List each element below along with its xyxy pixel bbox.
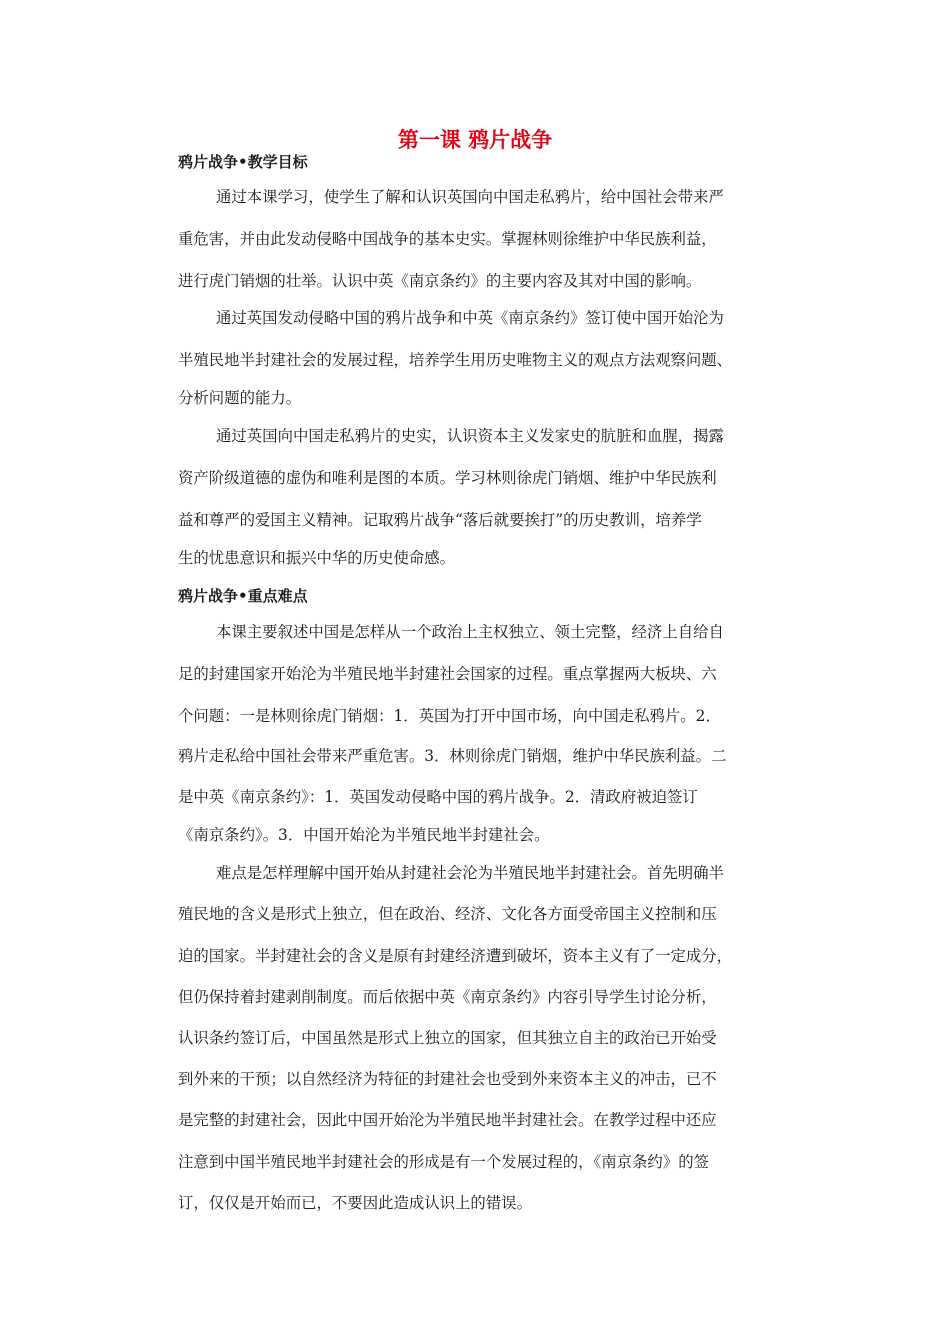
paragraph-line: 《南京条约》。3．中国开始沦为半殖民地半封建社会。: [178, 826, 550, 844]
lesson-title: 第一课 鸦片战争: [397, 128, 553, 152]
paragraph-line: 通过本课学习，使学生了解和认识英国向中国走私鸦片，给中国社会带来严: [216, 188, 724, 206]
paragraph-line: 半殖民地半封建社会的发展过程，培养学生用历史唯物主义的观点方法观察问题、: [178, 351, 733, 369]
paragraph-line: 迫的国家。半封建社会的含义是原有封建经济遭到破坏，资本主义有了一定成分，: [178, 947, 733, 965]
paragraph-line: 到外来的干预；以自然经济为特征的封建社会也受到外来资本主义的冲击，已不: [178, 1070, 717, 1088]
paragraph-line: 通过英国向中国走私鸦片的史实，认识资本主义发家史的肮脏和血腥，揭露: [216, 427, 724, 445]
paragraph-line: 资产阶级道德的虚伪和唯利是图的本质。学习林则徐虎门销烟、维护中华民族利: [178, 469, 717, 487]
paragraph-line: 殖民地的含义是形式上独立，但在政治、经济、文化各方面受帝国主义控制和压: [178, 905, 717, 923]
paragraph-line: 通过英国发动侵略中国的鸦片战争和中英《南京条约》签订使中国开始沦为: [216, 309, 724, 327]
paragraph-line: 个问题：一是林则徐虎门销烟：1．英国为打开中国市场，向中国走私鸦片。2．: [178, 707, 721, 725]
paragraph-line: 难点是怎样理解中国开始从封建社会沦为半殖民地半封建社会。首先明确半: [216, 864, 724, 882]
section-heading: 鸦片战争•教学目标: [178, 153, 308, 171]
paragraph-line: 本课主要叙述中国是怎样从一个政治上主权独立、领土完整，经济上自给自: [216, 623, 724, 641]
section-heading: 鸦片战争•重点难点: [178, 587, 308, 605]
paragraph-line: 但仍保持着封建剥削制度。而后依据中英《南京条约》内容引导学生讨论分析，: [178, 988, 717, 1006]
paragraph-line: 认识条约签订后，中国虽然是形式上独立的国家，但其独立自主的政治已开始受: [178, 1029, 717, 1047]
paragraph-line: 订，仅仅是开始而已，不要因此造成认识上的错误。: [178, 1194, 532, 1212]
paragraph-line: 益和尊严的爱国主义精神。记取鸦片战争“落后就要挨打”的历史教训，培养学: [178, 511, 702, 529]
paragraph-line: 注意到中国半殖民地半封建社会的形成是有一个发展过程的，《南京条约》的签: [178, 1153, 709, 1171]
paragraph-line: 重危害，并由此发动侵略中国战争的基本史实。掌握林则徐维护中华民族利益，: [178, 230, 717, 248]
paragraph-line: 进行虎门销烟的壮举。认识中英《南京条约》的主要内容及其对中国的影响。: [178, 272, 702, 290]
paragraph-line: 是中英《南京条约》：1．英国发动侵略中国的鸦片战争。2．清政府被迫签订: [178, 788, 698, 806]
paragraph-line: 生的忧患意识和振兴中华的历史使命感。: [178, 549, 456, 567]
paragraph-line: 鸦片走私给中国社会带来严重危害。3．林则徐虎门销烟，维护中华民族利益。二: [178, 747, 727, 765]
paragraph-line: 是完整的封建社会，因此中国开始沦为半殖民地半封建社会。在教学过程中还应: [178, 1111, 717, 1129]
paragraph-line: 足的封建国家开始沦为半殖民地半封建社会国家的过程。重点掌握两大板块、六: [178, 665, 717, 683]
paragraph-line: 分析问题的能力。: [178, 389, 302, 407]
